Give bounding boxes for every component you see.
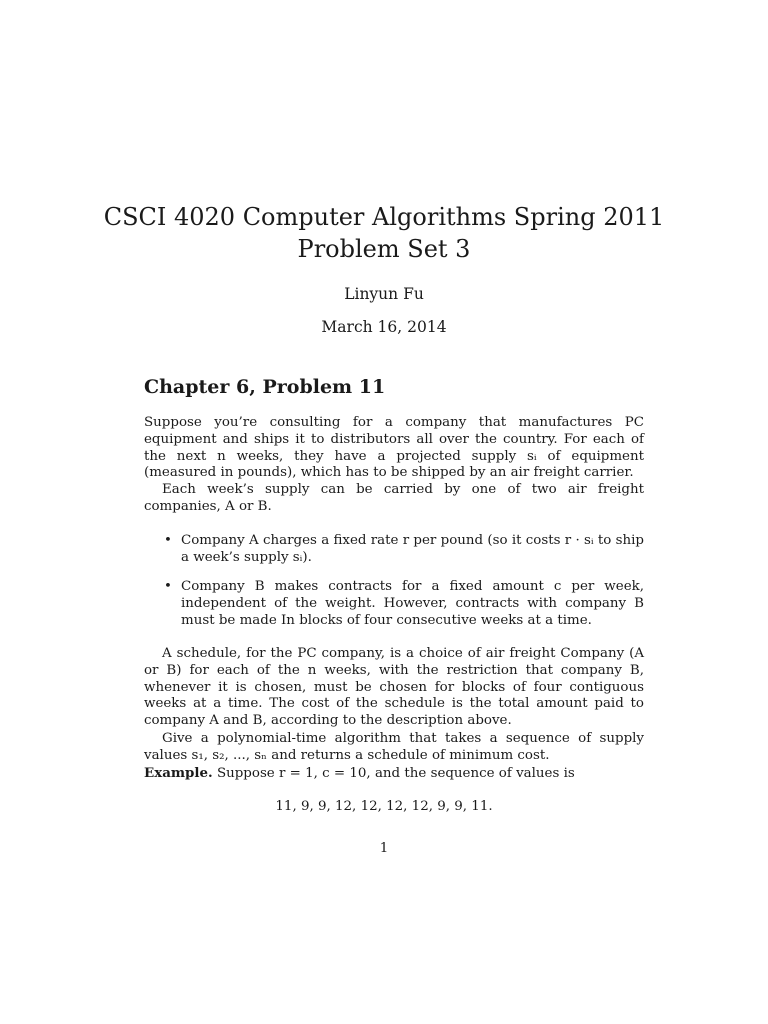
document-date: March 16, 2014 [321, 318, 447, 336]
problem-paragraph-1: Suppose you’re consulting for a company that manufactures PC equipment and ships it to distributors all over the country. For each of the next n weeks, they have a projected supply sᵢ of equipment (measured in pounds), which has to be shipped by an air freight carrier. [144, 415, 644, 481]
supply-sequence: 11, 9, 9, 12, 12, 12, 12, 9, 9, 11. [275, 799, 493, 814]
problem-paragraph-2: Each week’s supply can be carried by one of two air freight companies, A or B. [144, 482, 644, 514]
page-number: 1 [379, 841, 389, 856]
bullet-item-company-a [144, 533, 644, 567]
document-title-line-1: CSCI 4020 Computer Algorithms Spring 2011 [103, 203, 665, 231]
bullet-icon: • [164, 579, 172, 594]
bullet-item-company-b [144, 579, 644, 629]
document-title-line-2: Problem Set 3 [297, 235, 471, 263]
example-text: Suppose r = 1, c = 10, and the sequence of values is [216, 766, 575, 781]
company-b-bullet-list [144, 579, 644, 629]
bullet-text-company-a: Company A charges a fixed rate r per pound (so it costs r · sᵢ to ship a week’s supply sᵢ). [181, 533, 644, 565]
company-a-bullet-list [144, 533, 644, 567]
bullet-text-company-b: Company B makes contracts for a fixed amount c per week, independent of the weight. However, contracts with company B must be made In blocks of four consecutive weeks at a time. [181, 579, 644, 628]
author-name: Linyun Fu [344, 285, 424, 303]
example-paragraph [144, 765, 644, 783]
task-paragraph: Give a polynomial-time algorithm that takes a sequence of supply values s₁, s₂, ..., sₙ and returns a schedule of minimum cost. [144, 731, 644, 763]
example-label: Example. [144, 765, 213, 781]
schedule-definition-paragraph: A schedule, for the PC company, is a choice of air freight Company (A or B) for each of the n weeks, with the restriction that company B, whenever it is chosen, must be chosen for blocks of four contiguous weeks at a time. The cost of the schedule is the total amount paid to company A and B, according to the description above. [144, 646, 644, 729]
bullet-icon: • [164, 533, 172, 548]
section-heading: Chapter 6, Problem 11 [144, 376, 386, 398]
